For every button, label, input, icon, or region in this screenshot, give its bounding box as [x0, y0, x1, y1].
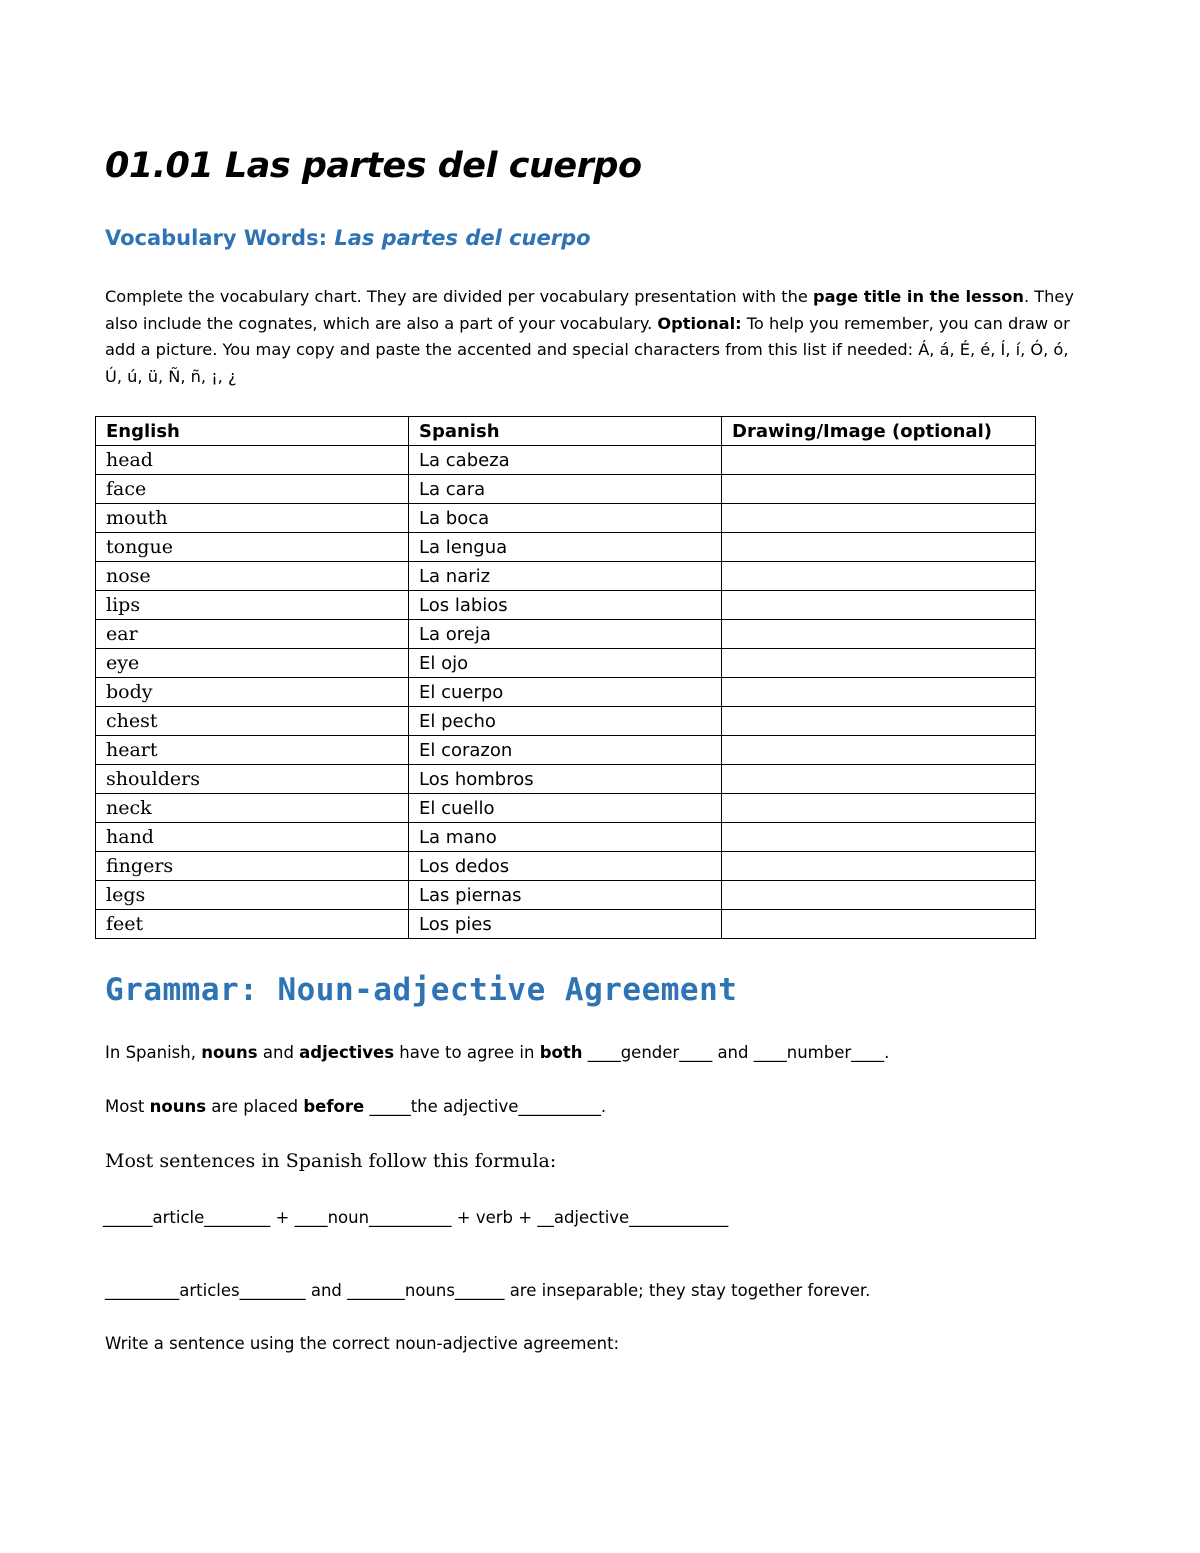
cell-english: ear [96, 620, 409, 649]
cell-english: neck [96, 794, 409, 823]
cell-english: tongue [96, 533, 409, 562]
line2-e: _____the adjective__________. [364, 1097, 607, 1116]
cell-drawing[interactable] [722, 504, 1036, 533]
cell-spanish: La cara [409, 475, 722, 504]
line1-c: and [257, 1043, 300, 1062]
intro-text-2: . They also include the cognates, which are also a part of your vocabulary. [105, 287, 1074, 333]
table-row [96, 910, 1036, 939]
cell-drawing[interactable] [722, 765, 1036, 794]
vocab-heading-italic: Las partes del cuerpo [334, 226, 591, 250]
table-row [96, 649, 1036, 678]
cell-english: feet [96, 910, 409, 939]
table-row [96, 765, 1036, 794]
line2-c: are placed [206, 1097, 304, 1116]
cell-english: eye [96, 649, 409, 678]
cell-spanish: El cuello [409, 794, 722, 823]
line2-d: before [303, 1097, 365, 1116]
line1-b: nouns [201, 1043, 258, 1062]
grammar-line-write-sentence: Write a sentence using the correct noun-adjective agreement: [105, 1334, 620, 1353]
vocab-heading-prefix: Vocabulary Words: [105, 226, 335, 250]
line1-f: both [539, 1043, 583, 1062]
header-english: English [96, 417, 409, 446]
table-row [96, 562, 1036, 591]
header-drawing: Drawing/Image (optional) [722, 417, 1036, 446]
line2-b: nouns [149, 1097, 207, 1116]
cell-drawing[interactable] [722, 562, 1036, 591]
grammar-line-inseparable: _________articles________ and _______nouns______ are inseparable; they stay together forever. [105, 1281, 871, 1300]
cell-spanish: El corazon [409, 736, 722, 765]
cell-spanish: El pecho [409, 707, 722, 736]
cell-spanish: Los dedos [409, 852, 722, 881]
cell-english: hand [96, 823, 409, 852]
cell-english: head [96, 446, 409, 475]
cell-drawing[interactable] [722, 446, 1036, 475]
cell-drawing[interactable] [722, 533, 1036, 562]
grammar-heading: Grammar: Noun-adjective Agreement [105, 972, 738, 1008]
cell-drawing[interactable] [722, 591, 1036, 620]
cell-drawing[interactable] [722, 910, 1036, 939]
table-row [96, 475, 1036, 504]
cell-english: heart [96, 736, 409, 765]
cell-spanish: La lengua [409, 533, 722, 562]
intro-text-1: Complete the vocabulary chart. They are divided per vocabulary presentation with the [105, 287, 814, 306]
intro-bold-2: Optional: [657, 313, 742, 333]
page-title: 01.01 Las partes del cuerpo [105, 146, 642, 186]
table-row [96, 620, 1036, 649]
cell-english: legs [96, 881, 409, 910]
cell-english: chest [96, 707, 409, 736]
cell-drawing[interactable] [722, 620, 1036, 649]
cell-spanish: La nariz [409, 562, 722, 591]
table-row [96, 591, 1036, 620]
table-header-row [96, 417, 1036, 446]
table-row [96, 707, 1036, 736]
cell-drawing[interactable] [722, 823, 1036, 852]
cell-spanish: La mano [409, 823, 722, 852]
cell-english: body [96, 678, 409, 707]
table-row [96, 823, 1036, 852]
cell-drawing[interactable] [722, 678, 1036, 707]
cell-spanish: La oreja [409, 620, 722, 649]
cell-drawing[interactable] [722, 736, 1036, 765]
header-spanish: Spanish [409, 417, 722, 446]
table-row [96, 504, 1036, 533]
grammar-line-formula-intro: Most sentences in Spanish follow this formula: [105, 1150, 557, 1172]
grammar-line-placement [105, 1097, 606, 1116]
line1-d: adjectives [299, 1043, 395, 1062]
intro-paragraph [105, 284, 1090, 390]
cell-spanish: La boca [409, 504, 722, 533]
grammar-line-agreement [105, 1043, 889, 1062]
cell-drawing[interactable] [722, 475, 1036, 504]
cell-english: mouth [96, 504, 409, 533]
cell-spanish: La cabeza [409, 446, 722, 475]
table-row [96, 736, 1036, 765]
intro-text-3: To help you remember, you can draw or add a picture. You may copy and paste the accented and special characters from this list if needed: Á, á, É, é, Í, í, Ó, ó, Ú, ú, ü, Ñ, ñ, ¡, ¿ [105, 313, 1070, 386]
cell-drawing[interactable] [722, 794, 1036, 823]
cell-english: face [96, 475, 409, 504]
cell-english: lips [96, 591, 409, 620]
cell-drawing[interactable] [722, 707, 1036, 736]
line1-a: In Spanish, [105, 1043, 202, 1062]
table-row [96, 852, 1036, 881]
grammar-line-formula: ______article________ + ____noun__________ + verb + __adjective____________ [103, 1208, 729, 1227]
cell-spanish: Los hombros [409, 765, 722, 794]
table-body [96, 446, 1036, 939]
table-row [96, 794, 1036, 823]
cell-drawing[interactable] [722, 852, 1036, 881]
intro-bold-1: page title in the lesson [813, 287, 1024, 306]
line1-g: ____gender____ and ____number____. [582, 1043, 890, 1062]
cell-drawing[interactable] [722, 881, 1036, 910]
cell-spanish: El ojo [409, 649, 722, 678]
table-row [96, 881, 1036, 910]
cell-spanish: Los labios [409, 591, 722, 620]
table-row [96, 446, 1036, 475]
line1-e: have to agree in [394, 1043, 540, 1062]
vocabulary-table [95, 416, 1036, 939]
cell-spanish: Los pies [409, 910, 722, 939]
cell-drawing[interactable] [722, 649, 1036, 678]
cell-spanish: Las piernas [409, 881, 722, 910]
cell-english: shoulders [96, 765, 409, 794]
cell-english: nose [96, 562, 409, 591]
vocab-heading [105, 226, 591, 250]
line2-a: Most [105, 1097, 150, 1116]
cell-english: fingers [96, 852, 409, 881]
table-row [96, 533, 1036, 562]
table-row [96, 678, 1036, 707]
cell-spanish: El cuerpo [409, 678, 722, 707]
